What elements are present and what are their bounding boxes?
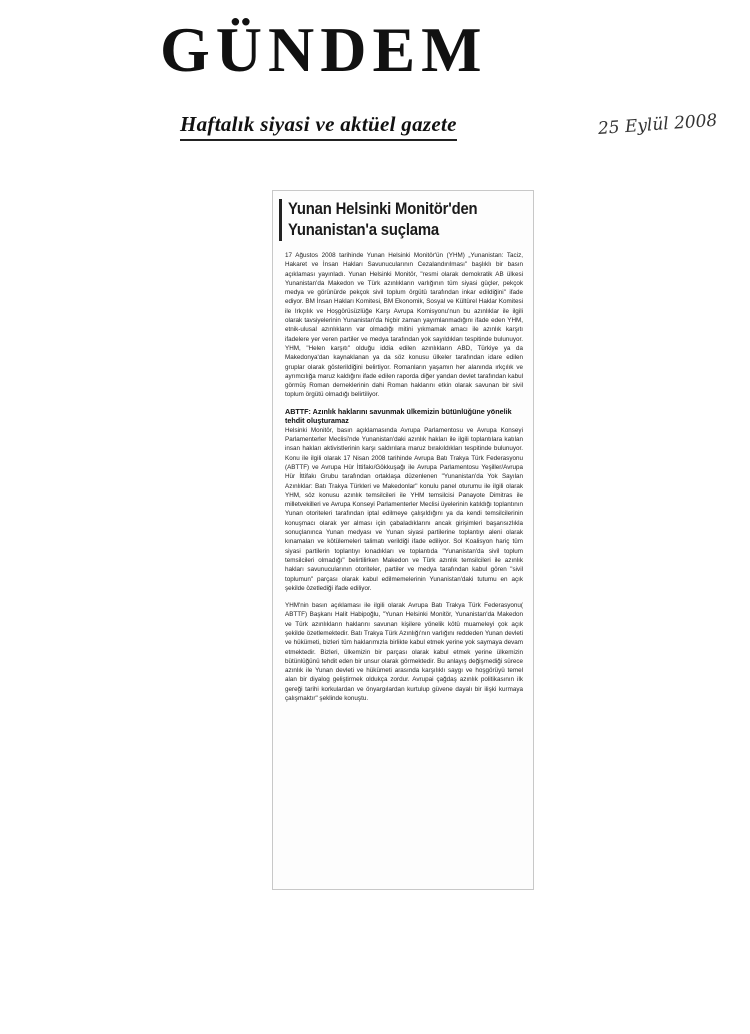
headline-line-1: Yunan Helsinki Monitör'den (288, 200, 478, 218)
masthead-title: GÜNDEM (160, 14, 488, 85)
handwritten-date: 25 Eylül 2008 (597, 110, 718, 139)
article-header (279, 199, 527, 241)
article-subheading: ABTTF: Azınlık haklarını savunmak ülkemizin bütünlüğüne yönelik tehdit oluşturamaz (285, 406, 512, 425)
article-clipping (272, 190, 534, 890)
article-body (285, 251, 523, 703)
paragraph-gap (285, 593, 523, 601)
article-paragraph-3: YHM'nin basın açıklaması ile ilgili olarak Avrupa Batı Trakya Türk Federasyonu( ABTTF) Başkanı Halit Habipoğlu, "Yunan Helsinki Monitör, Yunanistan'da Makedon ve Türk azınlıkların haklarını savunan kişilere yönelik kötü muameleyi çok açık şekilde özetlemektedir. Batı Trakya Türk Azınlığı'nın varlığını reddeden Yunan devleti ve hükümeti, bizleri tüm haklarımızla birlikte kabul etmek yerine yok saymaya devam etmektedir. Bizleri, ülkemizin bir parçası olarak kabul etmek yerine ülkemizin bütünlüğünü tehdit eden bir unsur olarak görmektedir. Bu anlayış değişmediği sürece azınlık ile Yunan devleti ve hükümeti arasında karşılıklı saygı ve hoşgörüyü temel alan bir diyalog geliştirmek oldukça zordur. Avrupai çağdaş azınlık politikasının ilk gereği tarihi korkulardan ve önyargılardan kurtulup güvene dayalı bir ilişki kurmaya çalışmaktır" şeklinde konuştu. (285, 602, 523, 703)
article-paragraph-2: Helsinki Monitör, basın açıklamasında Avrupa Parlamentosu ve Avrupa Konseyi Parlamenterler Meclisi'nde Yunanistan'daki azınlık hakları ile ilgili toplantılara katılan insan hakları aktivistlerinin karşı saldırılara maruz bırakıldıkları tespitinde bulunuyor. Konu ile ilgili olarak 17 Nisan 2008 tarihinde Avrupa Batı Trakya Türk Federasyonu (ABTTF) ve Avrupa Hür İttifakı/Gökkuşağı ile Avrupa Parlamentosu Yeşiller/Avrupa Hür İttifakı Grubu tarafından ortaklaşa düzenlenen "Yunanistan'da Yok Sayılan Azınlıklar: Batı Trakya Türkleri ve Makedonlar" konulu panel oturumu ile ilgili olarak YHM, söz konusu azınlık temsilcileri ile YHM temsilcisi Panayote Dimitras ile milletvekilleri ve Avrupa Konseyi Parlamenterler Meclisi üyelerinin katıldığı toplantının Yunan otoriteleri tarafından iptal edilmeye çalışıldığını ya da kendi temsilcilerinin konuşmacı olarak yer alması için çabaladıklarını ancak girişimleri başarısızlıkla sonuçlanınca Yunan medyası ve Yunan siyasi partilerine toplantıyı aleni olarak kınamaları ve kötülemeleri talimatı verildiği ifade ediliyor. Sol Koalisyon hariç tüm siyasi partilerin toplantıyı kınadıkları ve toplantıda "Yunanistan'da sivil toplum temsilcileri olmadığı" belirtilirken Makedon ve Türk azınlık temsilcileri ile azınlık hakları savunucularının otoriteler, partiler ve medya tarafından kabul gören "sivil toplumun" parçası olarak kabul edilmemelerinin Yunanistan'daki tutumu en açık şekilde özetlediği ifade ediliyor. (285, 426, 523, 592)
article-paragraph-1: 17 Ağustos 2008 tarihinde Yunan Helsinki Monitör'ün (YHM) „Yunanistan: Taciz, Hakaret ve İnsan Hakları Savunucularının Cezalandırılması" başlıklı bir basın açıklaması yayınladı. Yunan Helsinki Monitör, "resmi olarak demokratik AB ülkesi Yunanistan'da Makedon ve Türk azınlıkların varlığının tüm siyasi güçler, pekçok medya ve görünürde pekçok sivil toplum örgütü tarafından inkar edildiğini" ifade ediyor. BM İnsan Hakları Komitesi, BM Ekonomik, Sosyal ve Kültürel Haklar Komitesi ile Irkçılık ve Hoşgörüsüzlüğe Karşı Avrupa Komisyonu'nun bu azınlıklar ile ilgili olarak tavsiyelerinin Yunanistan'da hiçbir zaman yayımlanmadığını ifade eden YHM, etnik-ulusal azınlıkların var olmadığı mitini yıkmamak amacı ile azınlık karşıtı ifadelere yer veren partiler ve medya tarafından yok sayıldıkları tespitinde bulunuyor. YHM, "Helen karşıtı" olduğu iddia edilen azınlıkların ABD, Türkiye ya da Makedonya'dan kaynaklanan ya da söz konusu ülkeler tarafından idare edilen gruplar olarak gösterildiğini belirtiyor. Romanların yaşamın her alanında ırkçılık ve ayrımcılığa maruz kaldığını ifade edilen raporda diğer yandan devlet tarafından kabul görmüş Roman derneklerinin dahi Roman haklarını etkin olarak savunan bir sivil toplum örgütü olmadığı belirtiliyor. (285, 252, 523, 399)
masthead-tagline: Haftalık siyasi ve aktüel gazete (180, 112, 457, 141)
headline-line-2: Yunanistan'a suçlama (288, 221, 439, 239)
